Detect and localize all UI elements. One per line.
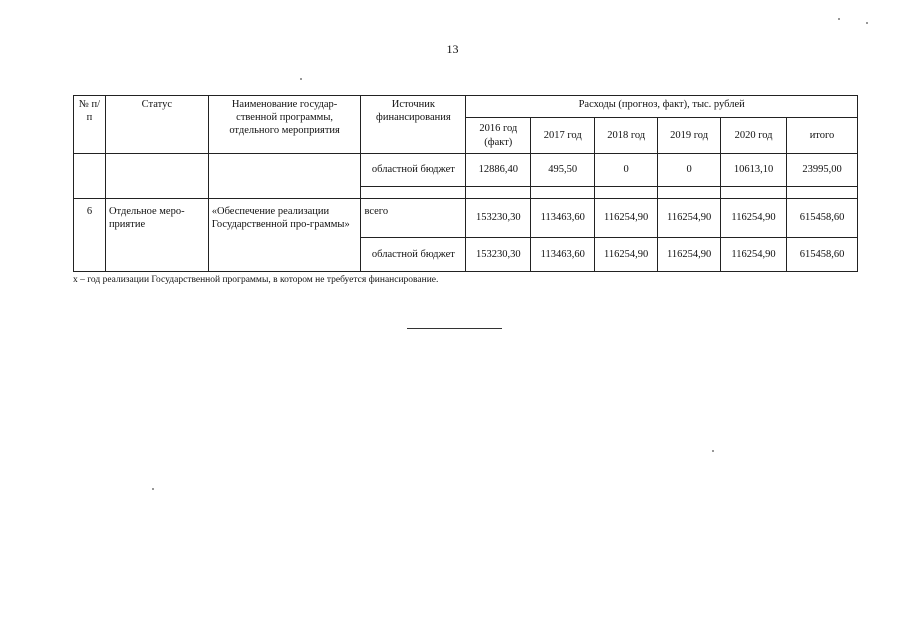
header-no: № п/п [74,96,106,154]
scan-speck [152,488,154,490]
header-status: Статус [105,96,208,154]
table-row [74,154,858,187]
header-row [74,96,858,118]
header-total: итого [787,118,858,154]
header-expenses: Расходы (прогноз, факт), тыс. рублей [466,96,858,118]
value-cell: 12886,40 [466,154,531,187]
value-cell: 116254,90 [721,238,787,272]
header-year: 2016 год (факт) [466,118,531,154]
table-row [74,199,858,238]
header-year: 2020 год [721,118,787,154]
value-cell: 153230,30 [466,238,531,272]
value-cell: 113463,60 [531,199,595,238]
value-cell: 615458,60 [787,238,858,272]
value-cell: 0 [658,154,721,187]
header-source: Источник финансирования [361,96,466,154]
value-cell: 116254,90 [658,238,721,272]
header-year: 2019 год [658,118,721,154]
value-cell: 153230,30 [466,199,531,238]
value-cell: 495,50 [531,154,595,187]
footnote: х – год реализации Государственной программы, в котором не требуется финансирование. [73,275,439,285]
scan-speck [866,22,868,24]
source-cell: областной бюджет [361,154,466,187]
divider [407,328,502,329]
budget-table [73,95,858,272]
header-name: Наименование государ-ственной программы, отдельного мероприятия [208,96,361,154]
header-year: 2018 год [595,118,658,154]
value-cell: 615458,60 [787,199,858,238]
source-cell: всего [361,199,466,238]
scan-speck [838,18,840,20]
source-cell: областной бюджет [361,238,466,272]
value-cell: 23995,00 [787,154,858,187]
item-status: Отдельное меро-приятие [105,199,208,272]
item-name: «Обеспечение реализации Государственной про-граммы» [208,199,361,272]
item-number: 6 [74,199,106,272]
value-cell: 0 [595,154,658,187]
value-cell: 116254,90 [658,199,721,238]
empty-cell [208,154,361,199]
header-year: 2017 год [531,118,595,154]
value-cell: 116254,90 [595,199,658,238]
value-cell: 116254,90 [595,238,658,272]
empty-cell [74,154,106,199]
scan-speck [712,450,714,452]
value-cell: 113463,60 [531,238,595,272]
value-cell: 116254,90 [721,199,787,238]
empty-cell [105,154,208,199]
scan-speck [300,78,302,80]
value-cell: 10613,10 [721,154,787,187]
page-number: 13 [446,42,459,56]
